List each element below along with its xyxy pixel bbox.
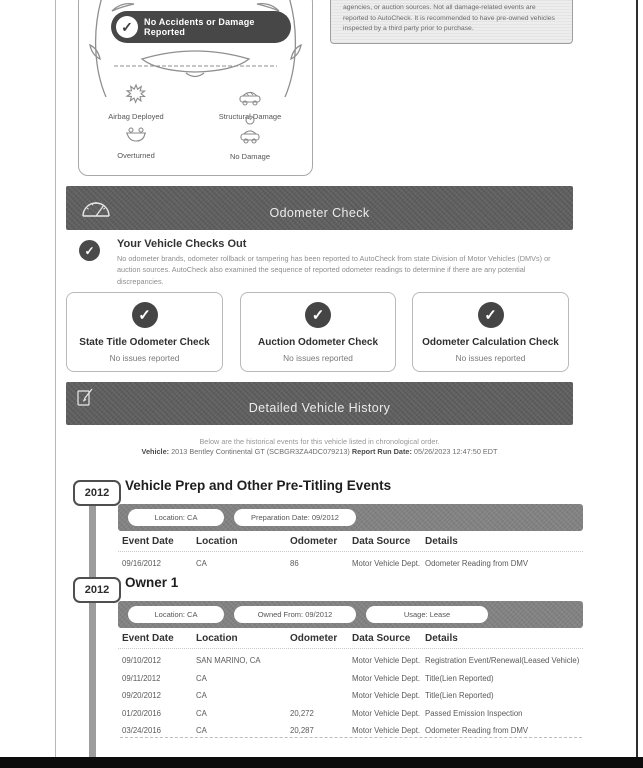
details-cell: Odometer Reading from DMV xyxy=(425,726,529,736)
vehicle-label: Vehicle: xyxy=(141,447,170,456)
location-cell: SAN MARINO, CA xyxy=(196,656,261,666)
data-source-cell: Motor Vehicle Dept. xyxy=(352,656,421,666)
detailed-history-title: Detailed Vehicle History xyxy=(248,401,391,415)
vehicle-value: 2013 Bentley Continental GT (SCBGR3ZA4DC079213) xyxy=(171,447,350,456)
data-source-cell: Motor Vehicle Dept. xyxy=(352,559,421,569)
timeline-year-badge xyxy=(73,577,121,603)
odometer-cell: 86 xyxy=(290,559,299,569)
location-pill: Location: CA xyxy=(128,509,224,526)
data-source-cell: Motor Vehicle Dept. xyxy=(352,726,421,736)
year-badge-label: 2012 xyxy=(84,584,110,596)
check-icon: ✓ xyxy=(305,302,331,328)
odometer-card-title: State Title Odometer Check xyxy=(79,337,210,348)
column-header: Event Date xyxy=(122,535,174,547)
event-date-cell: 09/11/2012 xyxy=(122,673,161,683)
odometer-card-status: No issues reported xyxy=(109,353,180,363)
damage-item-label: Structural Damage xyxy=(218,112,282,121)
table-row xyxy=(118,687,583,705)
checks-out-heading: Your Vehicle Checks Out xyxy=(117,238,247,250)
damage-item-overturned xyxy=(83,126,189,160)
damage-item-label: Overturned xyxy=(117,151,155,160)
overturned-icon xyxy=(123,126,149,146)
owner-1-summary-bar xyxy=(118,601,583,628)
odometer-check-title: Odometer Check xyxy=(269,206,370,220)
details-cell: Title(Lien Reported) xyxy=(425,691,494,701)
column-header: Location xyxy=(196,535,238,547)
column-header: Odometer xyxy=(290,535,338,547)
data-source-cell: Motor Vehicle Dept. xyxy=(352,708,421,718)
location-cell: CA xyxy=(196,691,207,701)
owner-1-events-table xyxy=(118,630,583,740)
check-icon: ✓ xyxy=(116,16,138,38)
damage-item-no-damage xyxy=(197,115,303,161)
owned-from-pill: Owned From: 09/2012 xyxy=(234,606,356,623)
vehicle-report-line xyxy=(66,447,573,456)
detailed-history-header-bar xyxy=(66,382,573,425)
location-cell: CA xyxy=(196,708,207,718)
pre-titling-summary-bar xyxy=(118,504,583,531)
scan-bottom-black-bar xyxy=(0,757,643,768)
odometer-card-status: No issues reported xyxy=(455,353,526,363)
column-header: Event Date xyxy=(122,632,174,644)
damage-item-label: Airbag Deployed xyxy=(108,112,164,121)
no-damage-icon xyxy=(237,115,263,147)
event-date-cell: 01/20/2016 xyxy=(122,708,162,718)
column-header: Details xyxy=(425,632,458,644)
details-cell: Title(Lien Reported) xyxy=(425,673,494,683)
data-source-cell: Motor Vehicle Dept. xyxy=(352,691,421,701)
preparation-date-pill: Preparation Date: 09/2012 xyxy=(234,509,356,526)
damage-item-airbag xyxy=(83,83,189,121)
column-header: Details xyxy=(425,535,458,547)
location-cell: CA xyxy=(196,726,207,736)
details-cell: Odometer Reading from DMV xyxy=(425,559,529,569)
table-header-row xyxy=(118,630,583,649)
timeline-spine xyxy=(89,500,96,757)
location-cell: CA xyxy=(196,559,207,569)
odometer-calculation-card xyxy=(412,292,569,372)
column-header: Location xyxy=(196,632,238,644)
data-source-cell: Motor Vehicle Dept. xyxy=(352,673,421,683)
event-date-cell: 09/20/2012 xyxy=(122,691,162,701)
report-run-date-label: Report Run Date: xyxy=(351,447,412,456)
odometer-check-header-bar xyxy=(66,186,573,230)
odometer-card-title: Auction Odometer Check xyxy=(257,337,379,348)
odometer-cell: 20,272 xyxy=(290,708,314,718)
odometer-card-status: No issues reported xyxy=(283,353,353,363)
section-title-pre-titling: Vehicle Prep and Other Pre-Titling Events xyxy=(125,478,392,493)
table-header-row xyxy=(118,533,583,552)
column-header: Data Source xyxy=(352,632,411,644)
report-run-date-value: 05/26/2023 12:47:50 EDT xyxy=(413,447,498,456)
table-row xyxy=(118,652,583,670)
damage-summary-card xyxy=(78,0,313,176)
no-accidents-badge xyxy=(111,11,291,43)
details-cell: Passed Emission Inspection xyxy=(425,708,523,718)
airbag-deployed-icon xyxy=(124,83,148,107)
checks-out-body: No odometer brands, odometer rollback or tampering has been reported to AutoCheck from state Division of Motor Vehicles (DMVs) or auction sources. AutoCheck also examined the sequence of reported odometer readings to determine if there are any potential discrepancies. xyxy=(117,254,551,286)
auction-odometer-card xyxy=(240,292,396,372)
check-icon: ✓ xyxy=(79,240,100,261)
usage-pill: Usage: Lease xyxy=(366,606,488,623)
damage-item-label: No Damage xyxy=(229,152,271,161)
scan-right-edge-line xyxy=(636,0,638,757)
state-title-odometer-card xyxy=(66,292,223,372)
year-badge-label: 2012 xyxy=(84,487,110,499)
column-header: Odometer xyxy=(290,632,338,644)
timeline-year-badge xyxy=(73,480,121,506)
section-title-owner-1: Owner 1 xyxy=(125,575,179,590)
odometer-card-title: Odometer Calculation Check xyxy=(422,337,559,348)
no-accidents-badge-label: No Accidents or Damage Reported xyxy=(144,17,255,37)
location-cell: CA xyxy=(196,673,207,683)
location-pill: Location: CA xyxy=(128,606,224,623)
table-row xyxy=(118,670,583,688)
odometer-cell: 20,287 xyxy=(290,726,314,736)
disclaimer-box xyxy=(330,0,573,44)
check-icon: ✓ xyxy=(132,302,158,328)
event-date-cell: 09/10/2012 xyxy=(122,656,162,666)
table-row xyxy=(118,722,583,740)
scan-left-edge-line xyxy=(55,0,56,757)
table-row xyxy=(118,555,583,573)
event-date-cell: 09/16/2012 xyxy=(122,559,162,569)
history-intro-line: Below are the historical events for this vehicle listed in chronological order. xyxy=(199,437,440,446)
column-header: Data Source xyxy=(352,535,411,547)
event-date-cell: 03/24/2016 xyxy=(122,726,162,736)
table-row xyxy=(118,705,583,723)
details-cell: Registration Event/Renewal(Leased Vehicle) xyxy=(425,656,580,666)
pre-titling-events-table xyxy=(118,533,583,573)
check-icon: ✓ xyxy=(478,302,504,328)
disclaimer-text: agencies, or auction sources. Not all damage-related events are reported to AutoCheck. It is recommended to have pre-owned vehicles inspected by a third party prior to purchase. xyxy=(343,4,555,33)
structural-damage-icon xyxy=(237,87,263,107)
